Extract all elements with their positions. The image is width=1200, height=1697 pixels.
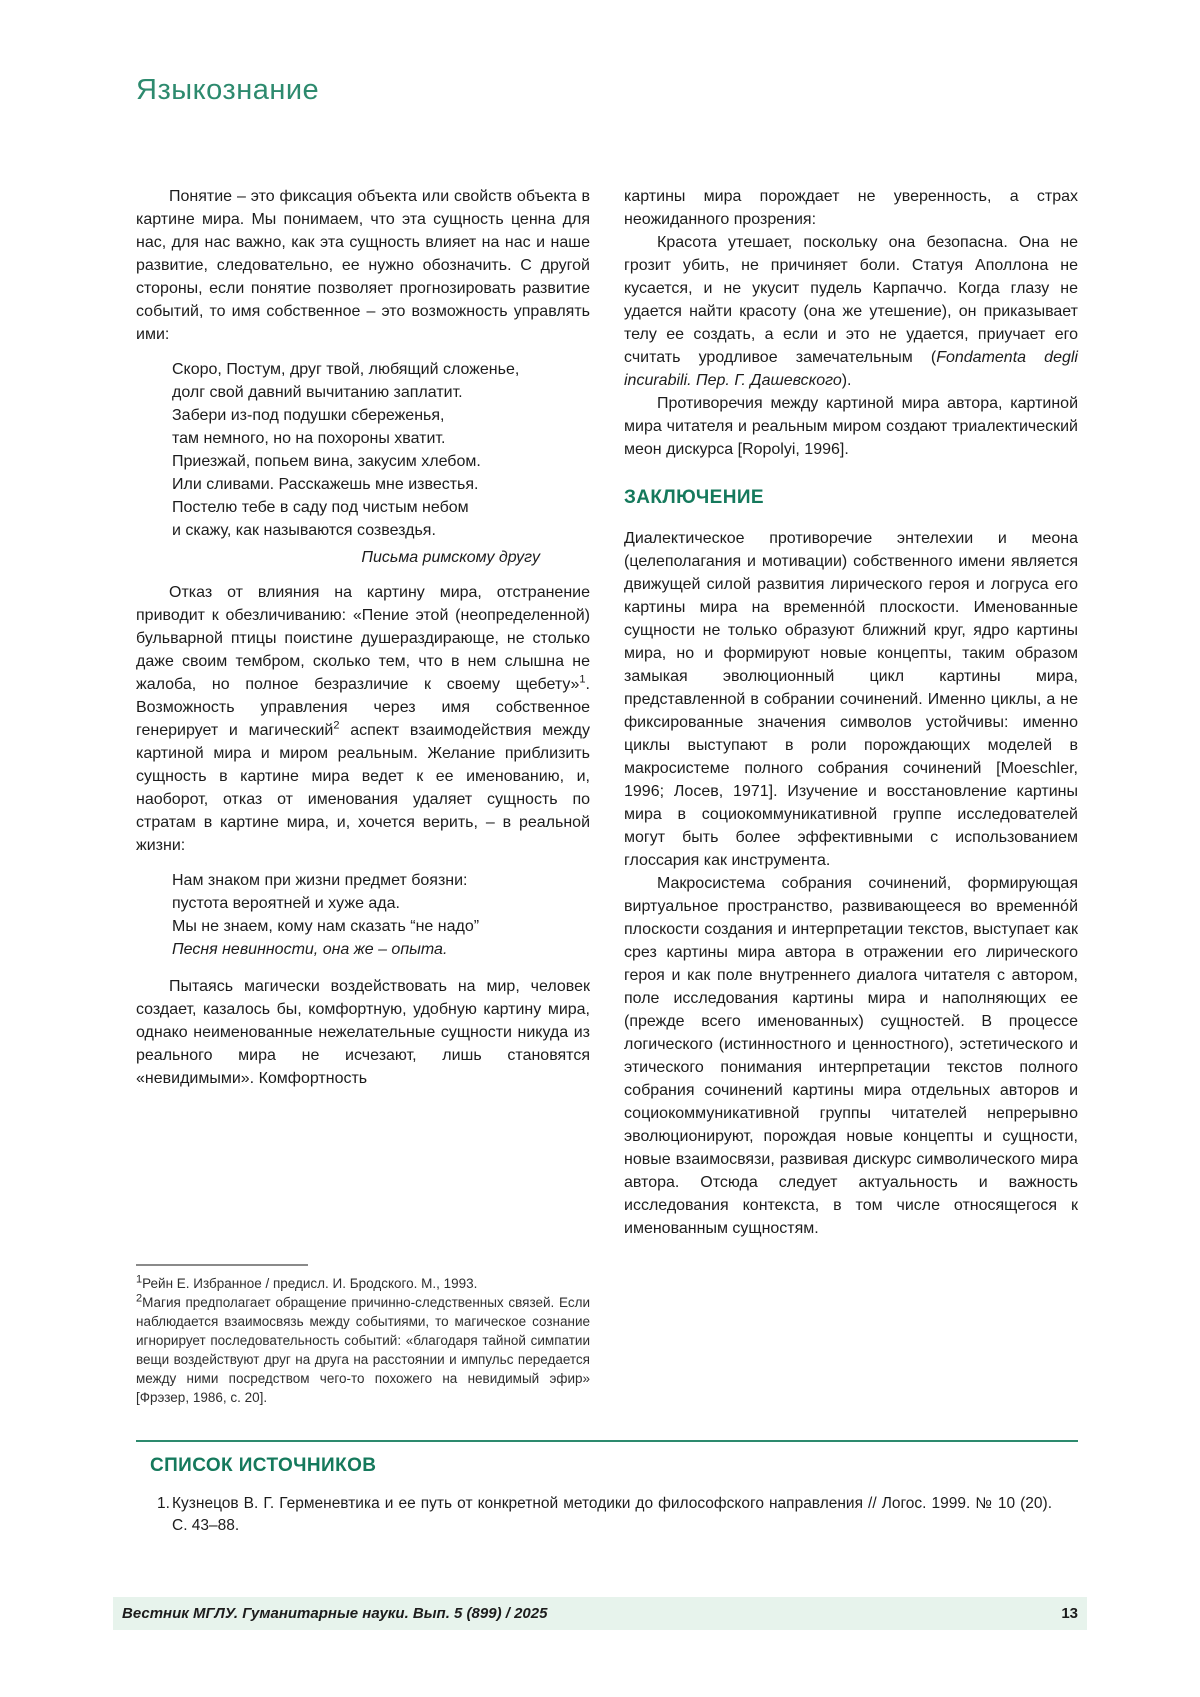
text-segment: Отказ от влияния на картину мира, отстранение приводит к обезличиванию: «Пение этой (неопределенной) бульварной птицы поистине душераздирающе, не столько даже своим тембром, сколько тем, что в нем слышна не жалоба, но полное безразличие к своему щебету» — [136, 584, 590, 693]
paragraph-continuation: картины мира порождает не уверенность, а страх неожиданного прозрения: — [624, 188, 1078, 228]
text-segment: аспект взаимодействия между картиной мира и миром реальным. Желание приблизить сущность в картине мира ведет к ее именованию, и, наоборот, отказ от именования удаляет сущность по стратам в картине мира, и, хочется верить, – в реальной жизни: — [136, 722, 591, 854]
footnote-marker-1: 1 — [579, 673, 586, 686]
paragraph-contradictions: Противоречия между картиной мира автора, картиной мира читателя и реальным миром создают триалектический меон дискурса [Ropolyi, 1996]. — [624, 395, 1078, 458]
footnote — [136, 1274, 590, 1293]
verse-quote-innocence — [172, 869, 590, 961]
verse-line: там немного, но на похороны хватит. — [172, 430, 446, 447]
verse-line: Приезжай, попьем вина, закусим хлебом. — [172, 453, 481, 470]
verse-line: и скажу, как называются созвездья. — [172, 522, 436, 539]
page-number: 13 — [1061, 1605, 1078, 1622]
source-number: 1. — [157, 1495, 170, 1512]
verse-line: Постелю тебе в саду под чистым небом — [172, 499, 469, 516]
sources-separator — [136, 1440, 1078, 1442]
footnote-marker: 1 — [136, 1273, 143, 1286]
sources-section — [136, 1440, 1078, 1537]
footnotes — [136, 1264, 590, 1407]
verse-line: Скоро, Постум, друг твой, любящий сложенье, — [172, 361, 520, 378]
verse-line: долг свой давний вычитанию заплатит. — [172, 384, 463, 401]
spacer — [136, 963, 590, 975]
footnote-marker-2: 2 — [333, 719, 340, 732]
source-item — [157, 1493, 1078, 1537]
right-column — [624, 185, 1078, 1407]
source-text: Кузнецов В. Г. Герменевтика и ее путь от конкретной методики до философского направления // Логос. 1999. № 10 (20). С. 43–88. — [172, 1495, 1052, 1534]
text-segment: . Возможность управления через имя собственное генерирует и магический — [136, 676, 590, 739]
paragraph-magic: Пытаясь магически воздействовать на мир, человек создает, казалось бы, комфортную, удобную картину мира, однако неименованные нежелательные сущности никуда из реального мира не исчезают, лишь становятся «невидимыми». Комфортность — [136, 978, 590, 1087]
sources-heading: СПИСОК ИСТОЧНИКОВ — [150, 1455, 377, 1476]
verse-quote-postum — [172, 358, 590, 542]
footnote-marker: 2 — [136, 1292, 143, 1305]
verse-line: Забери из-под подушки сбереженья, — [172, 407, 445, 424]
verse-line: Нам знаком при жизни предмет боязни: — [172, 872, 468, 889]
quote-attribution: Письма римскому другу — [361, 549, 540, 566]
footnote-separator — [136, 1264, 308, 1266]
conclusion-heading: ЗАКЛЮЧЕНИЕ — [624, 487, 764, 508]
paragraph-dialectic: Диалектическое противоречие энтелехии и меона (целеполагания и мотивации) собственного имени является движущей силой развития лирического героя и логруса его картины мира на временно́й плоскости. Именованные сущности не только образуют ближний круг, ядро картины мира, но и формируют новые концепты, таким образом замыкая эволюционный цикл картины мира, представленной в собрании сочинений. Именно циклы, а не фиксированные значения символов устойчивы: именно циклы выступают в роли порождающих моделей в макросистеме полного собрания сочинений [Moeschler, 1996; Лосев, 1971]. Изучение и восстановление картины мира в социокоммуникативной группе исследователей могут быть более эффективными с использованием глоссария как инструмента. — [624, 530, 1078, 869]
two-column-text — [136, 185, 1078, 1407]
verse-line: Или сливами. Расскажешь мне известья. — [172, 476, 479, 493]
verse-line: Мы не знаем, кому нам сказать “не надо” — [172, 918, 480, 935]
text-segment: ). — [841, 372, 852, 389]
left-column — [136, 185, 590, 1407]
footnote — [136, 1293, 590, 1407]
footnote-text: Магия предполагает обращение причинно-следственных связей. Если наблюдается взаимосвязь между событиями, то магическое сознание игнорирует последовательность событий: «благодаря тайной симпатии вещи воздействуют друг на друга на расстоянии и импульс передается между ними посредством чего-то похожего на невидимый эфир» [Фрэзер, 1986, с. 20]. — [136, 1295, 590, 1405]
italic-title-segment: Fondamenta degli incurabili. Пер. Г. Дашевского — [624, 349, 1078, 389]
paragraph-macrosystem: Макросистема собрания сочинений, формирующая виртуальное пространство, развивающееся во временно́й плоскости создания и интерпретации текстов, выступает как срез картины мира автора в отражении его лирического героя и как поле внутреннего диалога читателя с автором, поле исследования картины мира и наполняющих ее (прежде всего именованных) сущностей. В процессе логического (истинностного и ценностного), эстетического и этического понимания интерпретации текстов полного собрания сочинений картины мира отдельных авторов и социокоммуникативной группы читателей непрерывно эволюционируют, порождая новые концепты и сущности, новые взаимосвязи, развивая дискурс символического мира автора. Отсюда следует актуальность и важность исследования контекста, в том числе относящегося к именованным сущностям. — [624, 875, 1078, 1237]
section-title: Языкознание — [136, 74, 320, 106]
verse-line: пустота вероятней и хуже ада. — [172, 895, 400, 912]
verse-line-title: Песня невинности, она же – опыта. — [172, 941, 448, 958]
footnote-text: Рейн Е. Избранное / предисл. И. Бродского. М., 1993. — [142, 1276, 478, 1291]
paragraph-concept: Понятие – это фиксация объекта или свойств объекта в картине мира. Мы понимаем, что эта сущность ценна для нас, для нас важно, как эта сущность влияет на нас и наше развитие, следовательно, ее нужно обозначить. С другой стороны, если понятие позволяет прогнозировать развитие событий, то имя собственное – это возможность управлять ими: — [136, 188, 590, 343]
journal-title: Вестник МГЛУ. Гуманитарные науки. Вып. 5 (899) / 2025 — [122, 1605, 548, 1622]
footer-bar — [113, 1597, 1087, 1630]
paragraph-beauty — [624, 231, 1078, 392]
text-segment: Красота утешает, поскольку она безопасна. Она не грозит убить, не причиняет боли. Статуя Аполлона не кусается, и не укусит пудель Карпаччо. Когда глазу не удается найти красоту (она же утешение), он приказывает телу ее создать, а если и это не удается, приучает его считать уродливое замечательным ( — [624, 234, 1078, 366]
paragraph-refusal — [136, 581, 590, 857]
